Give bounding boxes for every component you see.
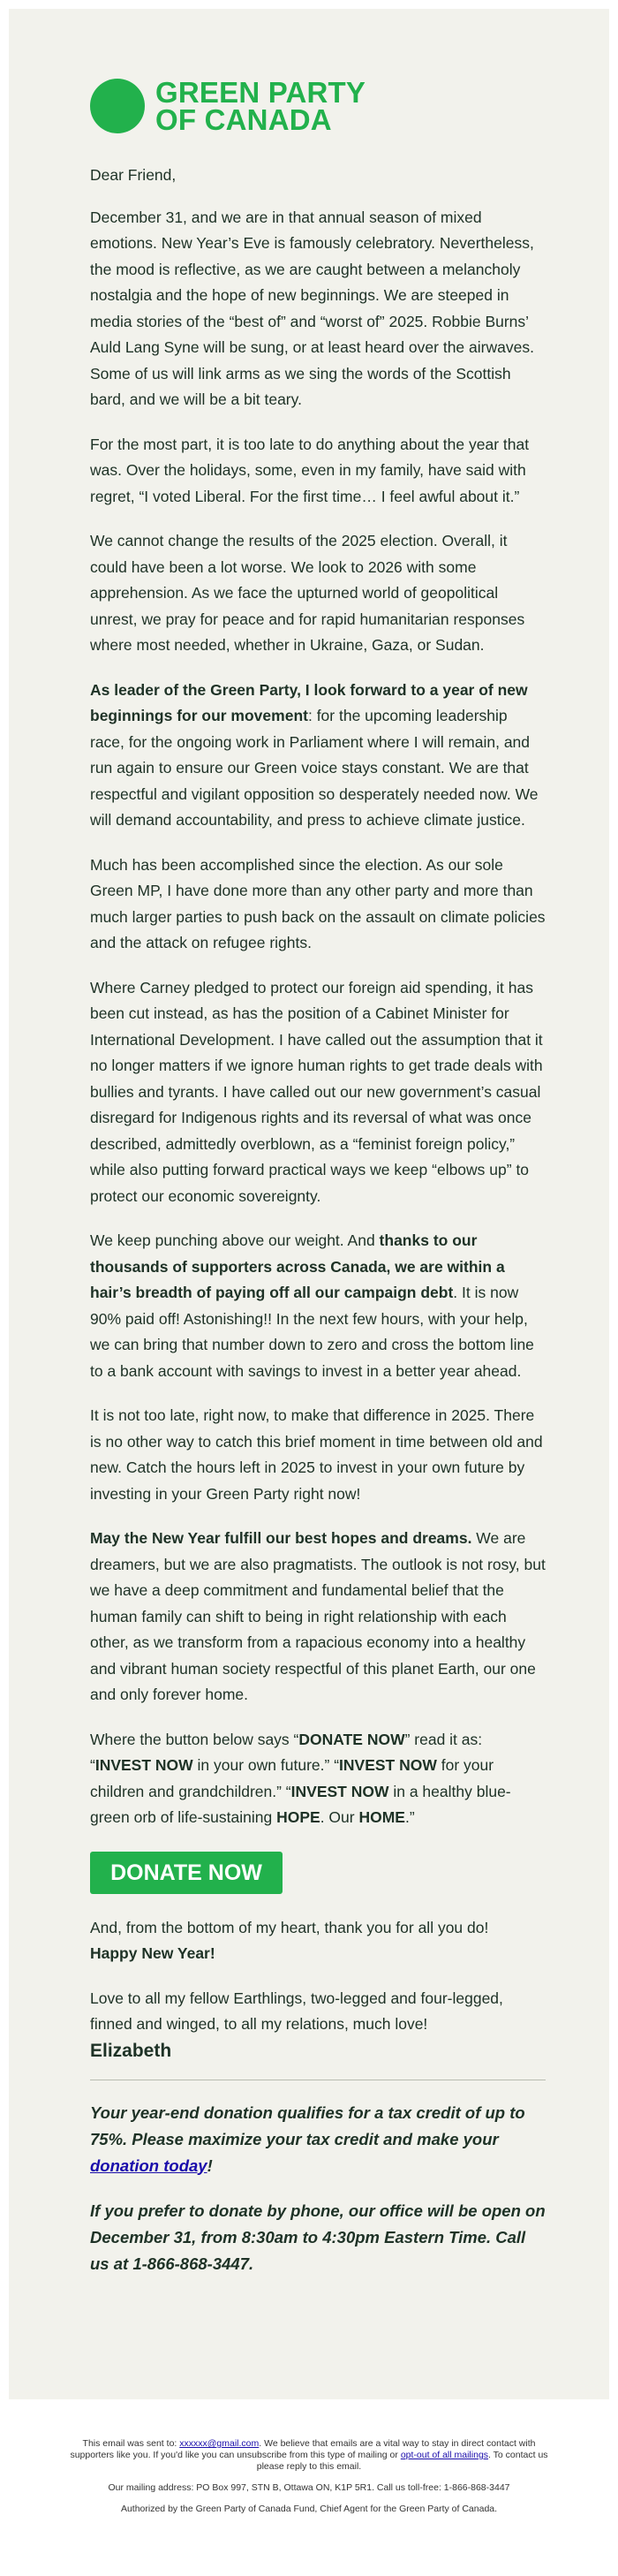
p10-bold: INVEST NOW	[94, 1756, 193, 1774]
logo-wordmark	[155, 76, 366, 136]
email-footer	[62, 2438, 556, 2525]
paragraph-9-bold: May the New Year fulfill our best hopes and dreams.	[90, 1529, 472, 1547]
paragraph-7-start: We keep punching above our weight. And	[90, 1231, 380, 1249]
paragraph-7-bold: thanks to our thousands of supporters across Canada, we are within a hair’s breadth of paying off all our campaign debt	[90, 1231, 505, 1301]
paragraph-1: December 31, and we are in that annual season of mixed emotions. New Year’s Eve is famously celebratory. Nevertheless, the mood is reflective, as we are caught between a melancholy nostalgia and the hope of new beginnings. We are steeped in media stories of the “best of” and “worst of” 2025. Robbie Burns’ Auld Lang Syne will be sung, or at least heard over the airwaves. Some of us will link arms as we sing the words of the Scottish bard, and we will be a bit teary.	[90, 208, 534, 408]
footer-address: Our mailing address: PO Box 997, STN B, Ottawa ON, K1P 5R1. Call us toll-free: 1-866-868-3447	[108, 2482, 510, 2493]
email-panel	[9, 9, 609, 2399]
p10-text: .”	[404, 1808, 415, 1826]
happy-new-year: Happy New Year!	[90, 1944, 215, 1962]
paragraph-2: For the most part, it is too late to do anything about the year that was. Over the holidays, some, even in my family, have said with regret, “I voted Liberal. For the first time… I feel awful about it.”	[90, 435, 530, 505]
recipient-email-link[interactable]: xxxxxx@gmail.com	[179, 2438, 260, 2449]
paragraph-3: We cannot change the results of the 2025 election. Overall, it could have been a lot worse. We look to 2026 with some apprehension. As we face the upturned world of geopolitical unrest, we pray for peace and for rapid humanitarian responses where most needed, whether in Ukraine, Gaza, or Sudan.	[90, 532, 525, 654]
greeting: Dear Friend,	[90, 166, 177, 184]
p10-text: for your children and grandchildren.” “	[90, 1756, 494, 1800]
p10-text: ” read it as: “	[90, 1730, 483, 1774]
p10-bold: DONATE NOW	[298, 1730, 405, 1748]
logo-circle-icon	[90, 79, 145, 133]
tax-credit-text-start: Your year-end donation qualifies for a tax credit of up to 75%. Please maximize your tax credit and make your	[90, 2102, 525, 2148]
tax-credit-text	[90, 2100, 546, 2179]
p10-text: Where the button below says “	[90, 1730, 299, 1748]
email-content	[90, 71, 546, 2296]
p10-bold: HOPE	[276, 1808, 320, 1826]
paragraph-7	[90, 1228, 546, 1384]
paragraph-11-text: And, from the bottom of my heart, thank you for all you do!	[90, 1918, 489, 1936]
logo-line-2: OF CANADA	[155, 103, 332, 136]
footer-notice-start: This email was sent to:	[82, 2438, 180, 2449]
paragraph-4-bold: As leader of the Green Party, I look forward to a year of new beginnings for our movement	[90, 680, 528, 724]
paragraph-9-rest: We are dreamers, but we are also pragmatists. The outlook is not rosy, but we have a deep commitment and fundamental belief that the human family can shift to being in right relationship with each other, as we transform from a rapacious economy into a healthy and vibrant human society respectful of this planet Earth, our one and only forever home.	[90, 1529, 546, 1703]
paragraph-4-rest: : for the upcoming leadership race, for the ongoing work in Parliament where I will remain, and run again to ensure our Green voice stays constant. We are that respectful and vigilant opposition so desperately needed now. We will demand accountability, and press to achieve climate justice.	[90, 707, 539, 829]
footer-authorized: Authorized by the Green Party of Canada Fund, Chief Agent for the Green Party of Canada.	[120, 2504, 498, 2514]
paragraph-8: It is not too late, right now, to make that difference in 2025. There is no other way to catch this brief moment in time between old and new. Catch the hours left in 2025 to invest in your own future by investing in your Green Party right now!	[90, 1406, 543, 1503]
p10-text: in your own future.” “	[192, 1756, 340, 1774]
paragraph-6: Where Carney pledged to protect our foreign aid spending, it has been cut instead, as has the position of a Cabinet Minister for International Development. I have called out the assumption that it no longer matters if we ignore human rights to get trade deals with bullies and tyrants. I have called out our new government’s casual disregard for Indigenous rights and its reversal of what was once described, admittedly overblown, as a “feminist foreign policy,” while also putting forward practical ways we keep “elbows up” to protect our economic sovereignty.	[90, 978, 543, 1205]
footer-notice-end: . To contact us please reply to this email.	[256, 2450, 548, 2472]
p10-text: in a healthy blue-green orb of life-sustaining	[90, 1782, 511, 1826]
tax-credit-section	[90, 2100, 546, 2277]
paragraph-11	[90, 1915, 546, 1967]
paragraph-9	[90, 1526, 546, 1708]
p10-bold: INVEST NOW	[290, 1782, 389, 1800]
logo-line-1: GREEN PARTY	[155, 76, 366, 109]
paragraph-4	[90, 678, 546, 834]
p10-text: . Our	[320, 1808, 359, 1826]
paragraph-5: Much has been accomplished since the election. As our sole Green MP, I have done more than any other party and more than much larger parties to push back on the assault on climate policies and the attack on refugee rights.	[90, 855, 546, 951]
paragraph-10	[90, 1727, 546, 1831]
footer-notice	[62, 2438, 556, 2473]
donation-today-link[interactable]: donation today	[90, 2156, 207, 2175]
green-party-logo[interactable]	[90, 71, 546, 141]
p10-bold: INVEST NOW	[339, 1756, 437, 1774]
opt-out-link[interactable]: opt-out of all mailings	[400, 2450, 489, 2460]
paragraph-12: Love to all my fellow Earthlings, two-legged and four-legged, finned and winged, to all my relations, much love!	[90, 1989, 503, 2033]
footer-notice-mid: . We believe that emails are a vital way to stay in direct contact with supporters like you. If you'd like you can unsubscribe from this type of mailing or	[70, 2438, 536, 2460]
donate-now-button[interactable]: DONATE NOW	[90, 1852, 283, 1894]
phone-donation-text: If you prefer to donate by phone, our office will be open on December 31, from 8:30am to 4:30pm Eastern Time. Call us at 1-866-868-3447.	[90, 2201, 546, 2273]
signature: Elizabeth	[90, 2040, 172, 2061]
tax-credit-text-end: !	[207, 2156, 213, 2175]
p10-bold: HOME	[358, 1808, 405, 1826]
paragraph-7-rest: . It is now 90% paid off! Astonishing!! In the next few hours, with your help, we can bring that number down to zero and cross the bottom line to a bank account with savings to invest in a better year ahead.	[90, 1284, 534, 1380]
